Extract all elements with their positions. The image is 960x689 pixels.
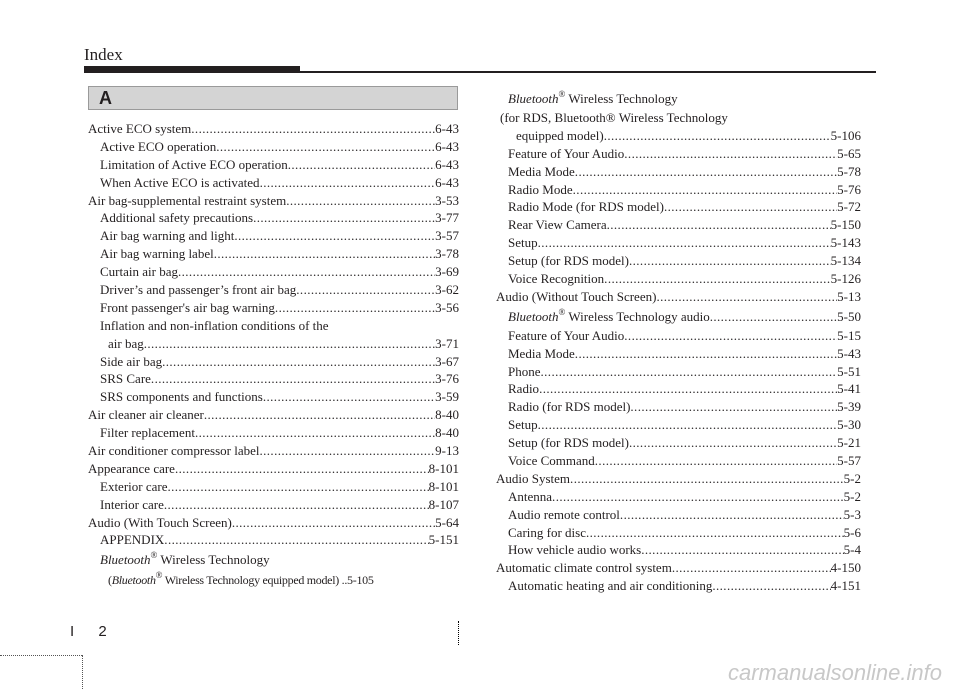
leader-dots: [710, 306, 837, 327]
index-entry: [88, 138, 459, 156]
entry-page: 5-51: [837, 363, 861, 379]
leader-dots: [604, 270, 830, 288]
leader-dots: [604, 127, 831, 145]
index-entry: [88, 192, 459, 210]
entry-page: 8-107: [428, 496, 459, 512]
entry-label: Setup (for RDS model): [508, 253, 629, 269]
entry-page: 6-43: [435, 138, 459, 154]
leader-dots: [624, 327, 837, 345]
entry-page: 8-101: [428, 478, 459, 494]
index-entry: [496, 327, 861, 345]
leader-dots: [253, 209, 435, 227]
entry-label: Appearance care: [88, 460, 175, 476]
entry-label: Automatic heating and air conditioning: [508, 578, 713, 594]
entry-label: [508, 306, 710, 327]
entry-page: 9-13: [435, 443, 459, 459]
entry-label: equipped model): [516, 127, 604, 143]
entry-page: 5-3: [843, 506, 861, 522]
index-entry: [496, 252, 861, 270]
index-entry: [496, 127, 861, 145]
leader-dots: [575, 345, 837, 363]
entry-label: Active ECO system: [88, 121, 192, 136]
leader-dots: [195, 424, 435, 442]
index-entry: [496, 306, 861, 327]
index-entry: [88, 353, 459, 371]
entry-page: 5-2: [843, 488, 861, 504]
index-entry: [496, 109, 861, 127]
leader-dots: [204, 406, 435, 424]
entry-label: Air bag warning label: [100, 246, 214, 262]
entry-page: 5-105: [347, 573, 374, 588]
entry-page: 3-69: [435, 264, 459, 280]
entry-label: Media Mode: [508, 163, 575, 179]
entry-label: Exterior care: [100, 478, 168, 494]
entry-page: 3-56: [435, 299, 459, 315]
entry-page: 5-151: [428, 532, 459, 548]
leader-dots: [664, 198, 837, 216]
entry-page: 5-43: [837, 345, 861, 361]
entry-label: Audio (With Touch Screen): [88, 514, 232, 530]
entry-page: 5-2: [843, 470, 861, 486]
entry-label: Phone: [508, 363, 541, 379]
entry-page: 5-72: [837, 199, 861, 215]
entry-label: Air bag-supplemental restraint system: [88, 192, 287, 208]
entry-page: 5-4: [843, 542, 861, 558]
leader-dots: [214, 245, 435, 263]
entry-label: Filter replacement: [100, 425, 195, 441]
page-title: Index: [84, 45, 123, 64]
leader-dots: [570, 470, 844, 488]
leader-dots: [629, 434, 837, 452]
entry-label: Feature of Your Audio: [508, 327, 625, 343]
index-entry: [88, 156, 459, 174]
entry-label: Setup: [508, 235, 538, 251]
entry-label: Air cleaner air cleaner: [88, 407, 204, 423]
entry-label: Radio (for RDS model): [508, 399, 631, 415]
section-letter: A: [99, 88, 112, 108]
leader-dots: [216, 138, 435, 156]
index-entry: [88, 263, 459, 281]
leader-dots: [656, 288, 837, 306]
entry-label: Inflation and non-inflation conditions of the: [100, 317, 329, 333]
leader-dots: [538, 416, 838, 434]
index-entry: [496, 288, 861, 306]
index-entry: [496, 416, 861, 434]
entry-page: 5-76: [837, 181, 861, 197]
entry-label: Active ECO operation: [100, 138, 217, 154]
leader-dots: [167, 478, 428, 496]
leader-dots: [573, 181, 838, 199]
index-entry: [88, 514, 459, 532]
entry-page: 5-6: [843, 524, 861, 540]
index-entry: [496, 345, 861, 363]
leader-dots: [586, 524, 844, 542]
entry-label: Audio remote control: [508, 506, 620, 522]
index-entry: [88, 245, 459, 263]
entry-label: Media Mode: [508, 345, 575, 361]
entry-page: 3-76: [435, 371, 459, 387]
entry-label: Air bag warning and light: [100, 228, 235, 244]
entry-label-italic: Bluetooth: [508, 308, 559, 324]
entry-label: SRS components and functions: [100, 389, 263, 405]
entry-label: Setup (for RDS model): [508, 435, 629, 451]
leader-dots: [607, 216, 831, 234]
registered-mark: ®: [558, 89, 566, 99]
index-entry: [88, 335, 459, 353]
entry-label-text: Wireless Technology audio: [565, 308, 710, 324]
index-entry: [88, 370, 459, 388]
leader-dots: [191, 120, 435, 138]
leader-dots: [144, 335, 435, 353]
index-entry: [496, 363, 861, 381]
registered-mark: ®: [155, 570, 163, 581]
entry-page: 3-59: [435, 389, 459, 405]
index-entry: [88, 281, 459, 299]
entry-label: Antenna: [508, 488, 553, 504]
index-entry: [496, 198, 861, 216]
index-entry: [88, 570, 459, 591]
entry-page: 5-106: [830, 127, 861, 143]
crop-mark: [82, 655, 84, 689]
index-entry: [496, 145, 861, 163]
entry-page: 5-50: [837, 308, 861, 324]
entry-label: air bag: [108, 335, 144, 351]
leader-dots: [178, 263, 435, 281]
index-entry: [88, 299, 459, 317]
entry-label: Interior care: [100, 496, 164, 512]
leader-dots: [552, 488, 844, 506]
entry-page: 5-21: [837, 435, 861, 451]
leader-dots: [151, 370, 435, 388]
entry-page: 5-13: [837, 288, 861, 304]
index-entry: [496, 524, 861, 542]
entry-page: 5-30: [837, 417, 861, 433]
leader-dots: [630, 398, 837, 416]
leader-dots: [288, 156, 435, 174]
index-entry: [88, 388, 459, 406]
watermark: carmanualsonline.info: [727, 660, 942, 685]
entry-page: 4-150: [830, 560, 861, 576]
entry-page: 3-67: [435, 353, 459, 369]
footer-separator: [458, 621, 460, 645]
leader-dots: [595, 452, 837, 470]
index-entry: [496, 434, 861, 452]
index-entry: [88, 478, 459, 496]
entry-page: 3-77: [435, 210, 459, 226]
index-entry: [88, 442, 459, 460]
entry-label: Driver’s and passenger’s front air bag: [100, 282, 297, 298]
index-entry: [496, 88, 861, 109]
entry-page: 5-78: [837, 163, 861, 179]
entry-label: SRS Care: [100, 371, 151, 387]
index-entry: [496, 380, 861, 398]
entry-label: Feature of Your Audio: [508, 145, 625, 161]
entry-label: Curtain air bag: [100, 264, 178, 280]
leader-dots: [234, 227, 435, 245]
index-entry: [88, 227, 459, 245]
entry-page: 5-64: [435, 514, 459, 530]
leader-dots: [541, 363, 838, 381]
index-entry: [496, 452, 861, 470]
leader-dots: [620, 506, 844, 524]
leader-dots: [175, 460, 429, 478]
entry-page: 6-43: [435, 174, 459, 190]
entry-label: Voice Command: [508, 453, 595, 469]
entry-label: Radio Mode (for RDS model): [508, 199, 664, 215]
index-entry: [88, 531, 459, 549]
leader-dots: [259, 442, 435, 460]
entry-page: 6-43: [435, 121, 459, 136]
entry-page: 5-57: [837, 453, 861, 469]
entry-label: Audio (Without Touch Screen): [496, 288, 657, 304]
entry-label: Rear View Camera: [508, 217, 607, 233]
index-entry: [496, 234, 861, 252]
entry-page: 3-53: [435, 192, 459, 208]
entry-label: How vehicle audio works: [508, 542, 642, 558]
index-entry: [496, 470, 861, 488]
index-entry: [88, 496, 459, 514]
entry-label: Wireless Technology: [157, 552, 270, 568]
entry-label: Caring for disc: [508, 524, 586, 540]
left-index-column: [88, 120, 459, 591]
index-entry: [88, 209, 459, 227]
index-entry: [496, 398, 861, 416]
entry-label: Limitation of Active ECO operation: [100, 156, 288, 172]
index-entry: [496, 216, 861, 234]
leader-dots: [538, 234, 831, 252]
entry-page: 3-57: [435, 228, 459, 244]
entry-page: 5-39: [837, 399, 861, 415]
entry-label-italic: Bluetooth: [100, 552, 151, 568]
entry-label: Radio Mode: [508, 181, 573, 197]
entry-page: 5-143: [830, 235, 861, 251]
entry-page: 3-62: [435, 282, 459, 298]
entry-label: Radio: [508, 381, 540, 397]
entry-label: (: [108, 573, 112, 588]
entry-page: 5-65: [837, 145, 861, 161]
leader-dots: [624, 145, 837, 163]
leader-dots: [575, 163, 837, 181]
leader-dots: [164, 496, 429, 514]
entry-page: 6-43: [435, 156, 459, 172]
index-entry: [496, 488, 861, 506]
index-entry: [88, 549, 459, 570]
section-header-a: [88, 86, 458, 110]
entry-page: 5-150: [830, 217, 861, 233]
entry-label: Wireless Technology equipped model) ..: [162, 573, 348, 588]
leader-dots: [712, 577, 830, 595]
index-entry: [88, 174, 459, 192]
entry-page: 8-101: [428, 460, 459, 476]
leader-dots: [162, 353, 435, 371]
crop-mark: [0, 655, 82, 657]
index-entry: [496, 541, 861, 559]
registered-mark: ®: [150, 550, 158, 561]
entry-page: 4-151: [830, 578, 861, 594]
index-entry: [496, 559, 861, 577]
entry-page: 3-78: [435, 246, 459, 262]
leader-dots: [232, 514, 435, 532]
header-rule-accent: [84, 66, 300, 73]
entry-page: 5-126: [830, 271, 861, 287]
entry-label-italic: Bluetooth: [111, 573, 156, 588]
entry-label: Audio System: [496, 470, 571, 486]
entry-label: Side air bag: [100, 353, 163, 369]
entry-label: Front passenger's air bag warning: [100, 299, 275, 315]
entry-label: Setup: [508, 417, 538, 433]
entry-page: 5-134: [830, 253, 861, 269]
entry-page: 5-15: [837, 327, 861, 343]
leader-dots: [263, 388, 435, 406]
leader-dots: [275, 299, 435, 317]
entry-page: 8-40: [435, 425, 459, 441]
index-entry: [88, 424, 459, 442]
entry-label: Air conditioner compressor label: [88, 443, 260, 459]
index-entry: [496, 163, 861, 181]
entry-page: 5-41: [837, 381, 861, 397]
leader-dots: [672, 559, 831, 577]
entry-label: APPENDIX: [100, 532, 165, 548]
right-index-column: [496, 88, 861, 595]
index-entry: [496, 506, 861, 524]
leader-dots: [260, 174, 436, 192]
entry-label: When Active ECO is activated: [100, 174, 260, 190]
registered-mark: ®: [558, 306, 566, 317]
index-entry: [88, 460, 459, 478]
index-entry: [88, 120, 459, 138]
leader-dots: [164, 531, 428, 549]
entry-label-italic: Bluetooth: [508, 91, 559, 106]
leader-dots: [286, 192, 435, 210]
entry-label: Automatic climate control system: [496, 560, 672, 576]
page-number: I 2: [70, 623, 117, 640]
index-entry: [496, 577, 861, 595]
leader-dots: [296, 281, 435, 299]
index-entry: [88, 317, 459, 335]
index-entry: [496, 181, 861, 199]
entry-label: (for RDS, Bluetooth® Wireless Technology: [500, 110, 728, 125]
entry-label: Wireless Technology: [565, 91, 678, 106]
entry-label: Voice Recognition: [508, 271, 605, 287]
index-entry: [496, 270, 861, 288]
index-entry: [88, 406, 459, 424]
leader-dots: [539, 380, 837, 398]
leader-dots: [629, 252, 831, 270]
leader-dots: [641, 541, 843, 559]
entry-page: 3-71: [435, 335, 459, 351]
entry-page: 8-40: [435, 407, 459, 423]
entry-label: Additional safety precautions: [100, 210, 254, 226]
